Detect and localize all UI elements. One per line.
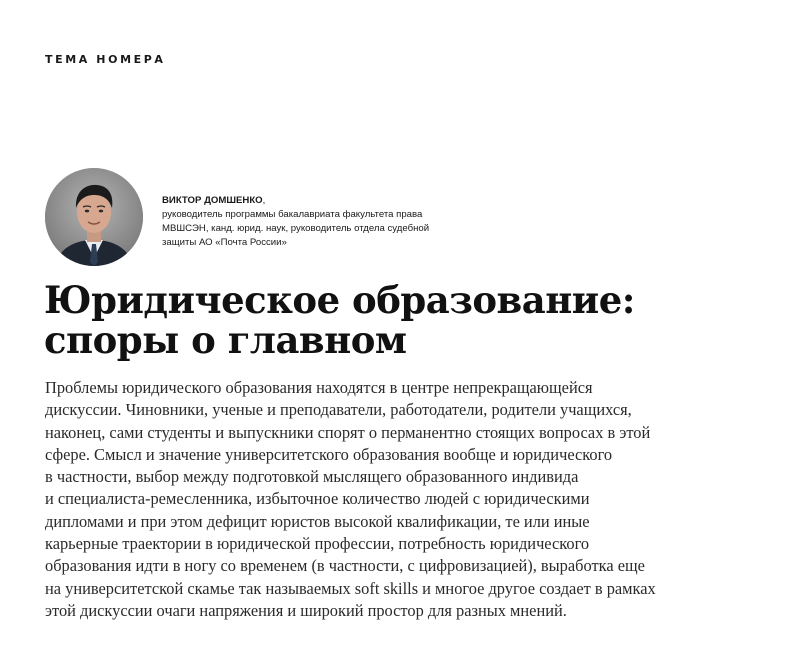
lead-line: наконец, сами студенты и выпускники спорят о перманентно стоящих вопросах в этой	[45, 422, 651, 442]
article-lead	[45, 377, 760, 622]
lead-line: на университетской скамье так называемых soft skills и многое другое создает в рамках	[45, 578, 656, 598]
portrait-image	[45, 168, 143, 266]
lead-line: этой дискуссии очаги напряжения и широкий простор для разных мнений.	[45, 600, 567, 620]
author-role-line: защиты АО «Почта России»	[162, 237, 287, 248]
article-headline	[44, 280, 764, 360]
author-role-line: МВШСЭН, канд. юрид. наук, руководитель отдела судебной	[162, 223, 430, 234]
lead-line: карьерные траектории в юридической профессии, потребность юридического	[45, 534, 590, 554]
headline-line: Юридическое образование:	[44, 278, 635, 322]
lead-line: дискуссии. Чиновники, ученые и преподаватели, работодатели, родители учащихся,	[45, 400, 632, 420]
lead-line: образования идти в ногу со временем (в частности, с цифровизацией), выработка еще	[45, 556, 645, 576]
headline-line: споры о главном	[44, 318, 407, 362]
author-name-suffix: ,	[262, 195, 266, 206]
author-role-line: руководитель программы бакалавриата факультета права	[162, 209, 423, 220]
lead-line: в частности, выбор между подготовкой мыслящего образованного индивида	[45, 467, 579, 487]
lead-line: сфере. Смысл и значение университетского образования вообще и юридического	[45, 444, 613, 464]
section-label: ТЕМА НОМЕРА	[45, 53, 166, 66]
lead-line: Проблемы юридического образования находятся в центре непрекращающейся	[45, 378, 593, 397]
lead-line: и специалиста-ремесленника, избыточное количество людей с юридическими	[45, 489, 590, 509]
author-name: ВИКТОР ДОМШЕНКО	[162, 195, 263, 206]
author-name-line	[162, 194, 482, 208]
lead-line: дипломами и при этом дефицит юристов высокой квалификации, те или иные	[45, 511, 590, 531]
author-info	[162, 194, 482, 250]
author-photo	[45, 168, 143, 266]
